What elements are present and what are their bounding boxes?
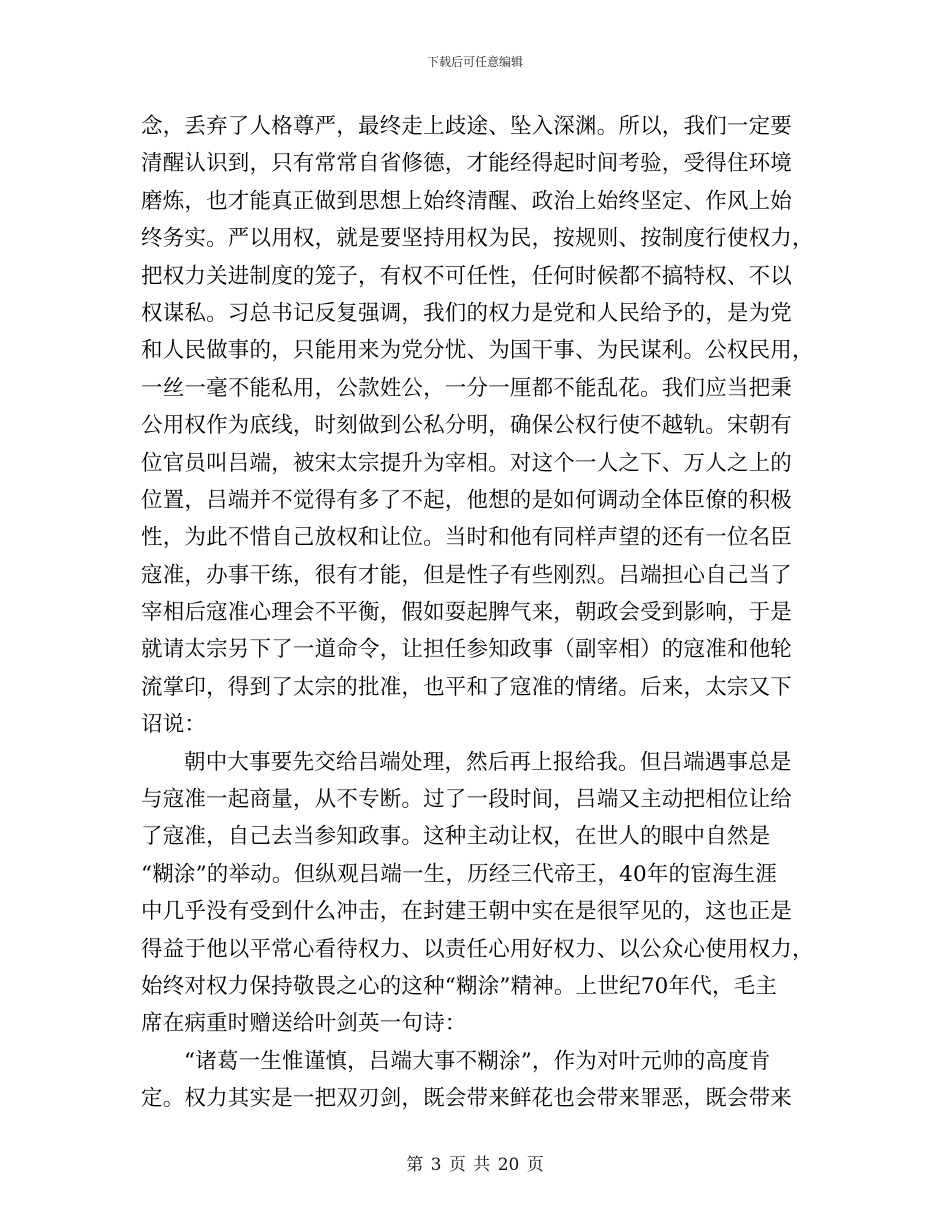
text-line: 得益于他以平常心看待权力、以责任心用好权力、以公众心使用权力， <box>141 936 814 962</box>
text-line: “诸葛一生惟谨慎，吕端大事不糊涂”，作为对叶元帅的高度肯 <box>184 1048 771 1074</box>
text-line: 一丝一毫不能私用，公款姓公，一分一厘都不能乱花。我们应当把秉 <box>141 375 793 401</box>
text-line: 把权力关进制度的笼子，有权不可任性，任何时候都不搞特权、不以 <box>141 263 793 289</box>
page-number: 第 3 页 共 20 页 <box>406 1155 544 1175</box>
text-line: 公用权作为底线，时刻做到公私分明，确保公权行使不越轨。宋朝有 <box>141 413 793 439</box>
text-line: 诏说： <box>141 712 207 738</box>
text-line: 位官员叫吕端，被宋太宗提升为宰相。对这个一人之下、万人之上的 <box>141 450 793 476</box>
text-line: 寇准，办事干练，很有才能，但是性子有些刚烈。吕端担心自己当了 <box>141 562 793 588</box>
text-line: 位置，吕端并不觉得有多了不起，他想的是如何调动全体臣僚的积极 <box>141 487 793 513</box>
text-line: 席在病重时赠送给叶剑英一句诗： <box>141 1011 467 1037</box>
text-line: 性，为此不惜自己放权和让位。当时和他有同样声望的还有一位名臣 <box>141 525 793 551</box>
text-line: 始终对权力保持敬畏之心的这种“糊涂”精神。上世纪70年代，毛主 <box>141 973 778 999</box>
body-text <box>141 108 814 1118</box>
text-line: 念，丢弃了人格尊严，最终走上歧途、坠入深渊。所以，我们一定要 <box>141 114 793 139</box>
text-line: 终务实。严以用权，就是要坚持用权为民，按规则、按制度行使权力， <box>141 226 814 252</box>
page-header: 下载后可任意编辑 <box>426 55 523 69</box>
text-line: 清醒认识到，只有常常自省修德，才能经得起时间考验，受得住环境 <box>141 151 793 177</box>
text-line: 宰相后寇准心理会不平衡，假如耍起脾气来，朝政会受到影响，于是 <box>141 600 793 626</box>
text-line: 与寇准一起商量，从不专断。过了一段时间，吕端又主动把相位让给 <box>141 787 793 813</box>
text-line: 定。权力其实是一把双刃剑，既会带来鲜花也会带来罪恶，既会带来 <box>141 1086 793 1112</box>
text-line: 和人民做事的，只能用来为党分忧、为国干事、为民谋利。公权民用， <box>141 338 814 364</box>
text-line: 就请太宗另下了一道命令，让担任参知政事（副宰相）的寇准和他轮 <box>141 637 793 663</box>
text-line: 了寇准，自己去当参知政事。这种主动让权，在世人的眼中自然是 <box>141 824 771 850</box>
text-line: 权谋私。习总书记反复强调，我们的权力是党和人民给予的，是为党 <box>141 300 793 326</box>
text-line: “糊涂”的举动。但纵观吕端一生，历经三代帝王，40年的宦海生涯 <box>141 861 778 887</box>
text-line: 中几乎没有受到什么冲击，在封建王朝中实在是很罕见的，这也正是 <box>141 899 793 925</box>
text-line: 流掌印，得到了太宗的批准，也平和了寇准的情绪。后来，太宗又下 <box>141 674 793 700</box>
text-line: 磨炼，也才能真正做到思想上始终清醒、政治上始终坚定、作风上始 <box>141 188 793 214</box>
text-line: 朝中大事要先交给吕端处理，然后再上报给我。但吕端遇事总是 <box>184 749 792 775</box>
